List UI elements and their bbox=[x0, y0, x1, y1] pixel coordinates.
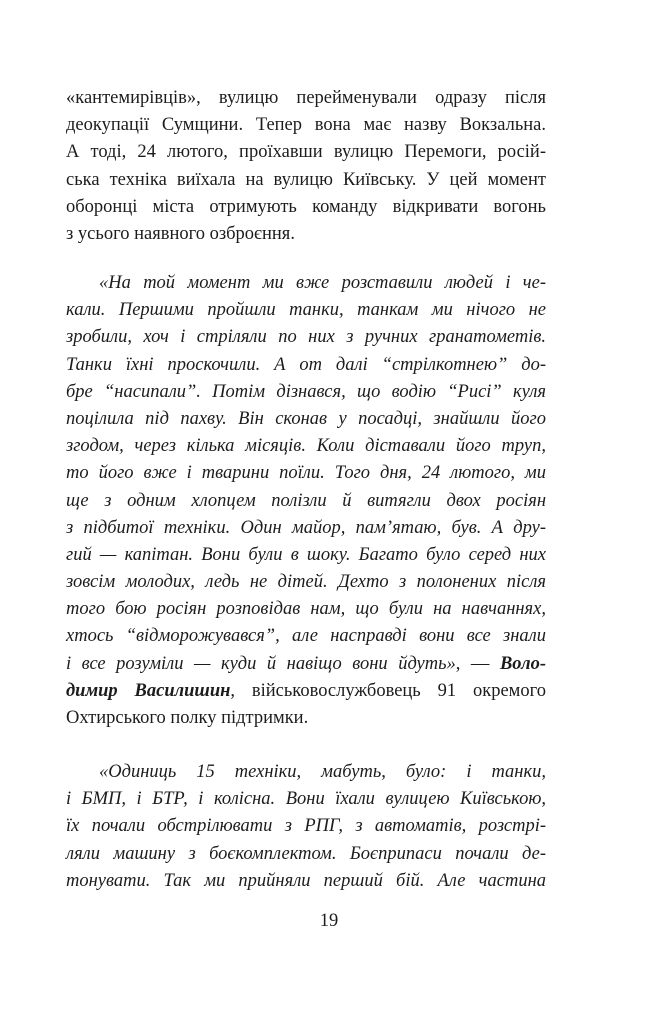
text-line: зробили, хоч і стріляли по них з ручних гранатометів. bbox=[66, 327, 546, 348]
text-line: зовсім молодих, ледь не дітей. Дехто з полонених після bbox=[66, 572, 546, 593]
page-number: 19 bbox=[319, 911, 339, 931]
text-line: гий — капітан. Вони були в шоку. Багато було серед них bbox=[66, 544, 546, 565]
text-line: оборонці міста отримують команду відкривати вогонь bbox=[66, 196, 546, 217]
text-line: тонувати. Так ми прийняли перший бій. Але частина bbox=[66, 870, 546, 891]
text-line: бре “насипали”. Потім дізнався, що водію “Рисі” куля bbox=[66, 381, 546, 402]
author-name-part: димир Василишин bbox=[66, 680, 231, 701]
text-line: «Одиниць 15 техніки, мабуть, було: і танки, bbox=[99, 762, 546, 782]
text-line: ська техніка виїхала на вулицю Київську. У цей момент bbox=[66, 169, 546, 190]
quote-end-text: і все розуміли — куди й навіщо вони йдуть» bbox=[66, 653, 456, 674]
text-line: Охтирського полку підтримки. bbox=[66, 708, 309, 728]
text-line: поцілила під пахву. Він сконав у посадці, знайшли його bbox=[66, 408, 546, 429]
text-line: «На той момент ми вже розставили людей і че- bbox=[99, 273, 546, 293]
text-line: хтось “відморожувався”, але насправді вони все знали bbox=[66, 626, 546, 647]
paragraph-text bbox=[66, 85, 546, 248]
text-line: деокупації Сумщини. Тепер вона має назву Вокзальна. bbox=[66, 115, 546, 136]
author-role: , військовослужбовець 91 окремого bbox=[230, 680, 546, 701]
author-name-part: Воло- bbox=[499, 653, 546, 674]
text-line: з усього наявного озброєння. bbox=[66, 223, 295, 244]
text-line: ще з одним хлопцем полізли й витягли двох росіян bbox=[66, 490, 546, 511]
text-line: ляли машину з боєкомплектом. Боєприпаси почали де- bbox=[66, 843, 546, 864]
quote-paragraph bbox=[66, 759, 546, 895]
text-line: і БМП, і БТР, і колісна. Вони їхали вулицею Київською, bbox=[66, 789, 546, 810]
author-line bbox=[66, 678, 546, 705]
attribution-dash: , — bbox=[455, 653, 500, 674]
text-line: з підбитої техніки. Один майор, пам’ятаю, був. А дру- bbox=[66, 517, 546, 538]
quote-paragraph bbox=[66, 270, 546, 732]
quote-attribution-line bbox=[66, 651, 546, 678]
text-line: кали. Першими пройшли танки, танкам ми нічого не bbox=[66, 300, 546, 321]
text-line: то його вже і тварини поїли. Того дня, 24 лютого, ми bbox=[66, 463, 546, 484]
text-line: того бою росіян розповідав нам, що були на навчаннях, bbox=[66, 599, 546, 620]
text-line: згодом, через кілька місяців. Коли діставали його труп, bbox=[66, 436, 546, 457]
text-line: «кантемирівців», вулицю перейменували одразу після bbox=[66, 88, 546, 108]
text-line: Танки їхні проскочили. А от далі “стрілкотнею” до- bbox=[66, 354, 546, 375]
text-line: А тоді, 24 лютого, проїхавши вулицю Перемоги, росій- bbox=[66, 142, 546, 163]
text-line: їх почали обстрілювати з РПГ, з автоматів, розстрі- bbox=[66, 816, 546, 837]
